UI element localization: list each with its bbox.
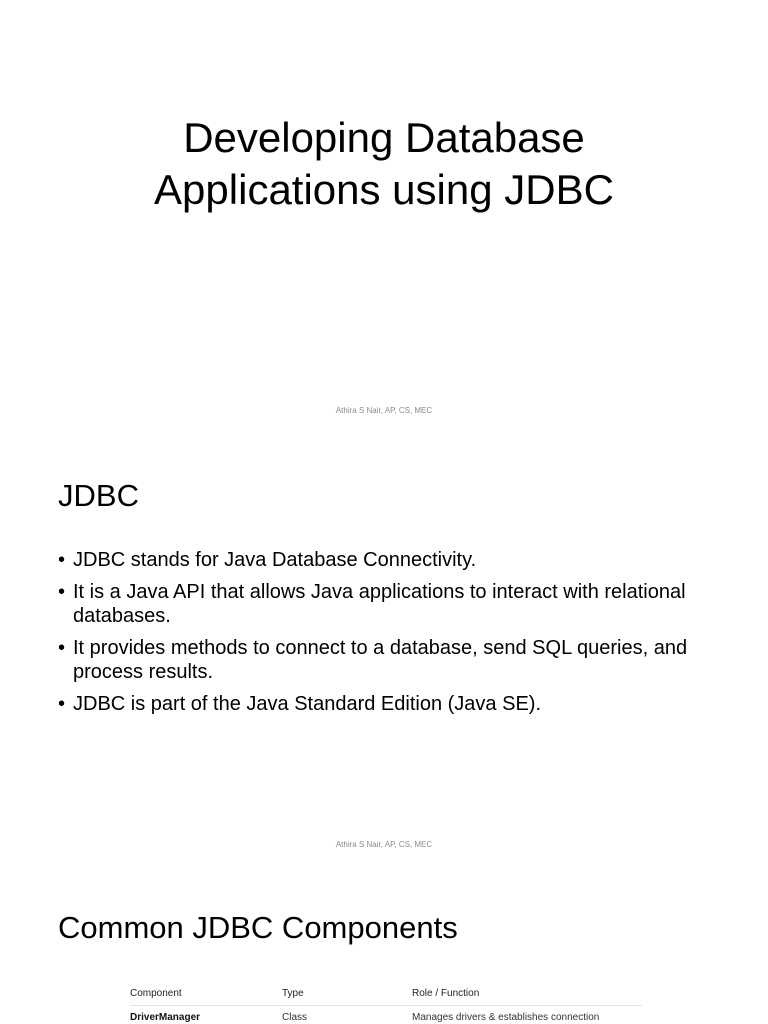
title-line-1: Developing Database [183, 114, 585, 161]
presentation-title [0, 112, 768, 216]
cell-role: Manages drivers & establishes connection [412, 1012, 600, 1023]
title-line-2: Applications using JDBC [154, 166, 614, 213]
table-header-row [130, 984, 642, 1006]
slide-title [0, 0, 768, 432]
column-header-component: Component [130, 984, 282, 1006]
slide-heading: JDBC [58, 478, 139, 513]
cell-type: Class [282, 1012, 308, 1023]
bullet-text: It is a Java API that allows Java applications to interact with relational databases. [73, 581, 686, 627]
slide-heading: Common JDBC Components [58, 910, 458, 945]
slide-footer: Athira S Nair, AP, CS, MEC [335, 406, 433, 415]
bullet-list [58, 548, 718, 724]
slide-components [0, 864, 768, 1024]
column-header-role: Role / Function [412, 984, 642, 1006]
slide-footer: Athira S Nair, AP, CS, MEC [335, 840, 433, 849]
bullet-item [58, 636, 718, 684]
bullet-text: JDBC stands for Java Database Connectivity. [73, 549, 477, 571]
bullet-item [58, 548, 718, 572]
slide-jdbc [0, 432, 768, 864]
bullet-text: JDBC is part of the Java Standard Edition (Java SE). [73, 693, 541, 715]
components-table [130, 984, 642, 1024]
bullet-marker: • [58, 581, 66, 603]
bullet-marker: • [58, 549, 66, 571]
bullet-text: It provides methods to connect to a database, send SQL queries, and process results. [73, 637, 688, 683]
cell-component: DriverManager [130, 1012, 201, 1023]
bullet-marker: • [58, 637, 66, 659]
column-header-type: Type [282, 984, 412, 1006]
bullet-item [58, 692, 718, 716]
bullet-marker: • [58, 693, 66, 715]
table-row [130, 1006, 642, 1024]
bullet-item [58, 580, 718, 628]
